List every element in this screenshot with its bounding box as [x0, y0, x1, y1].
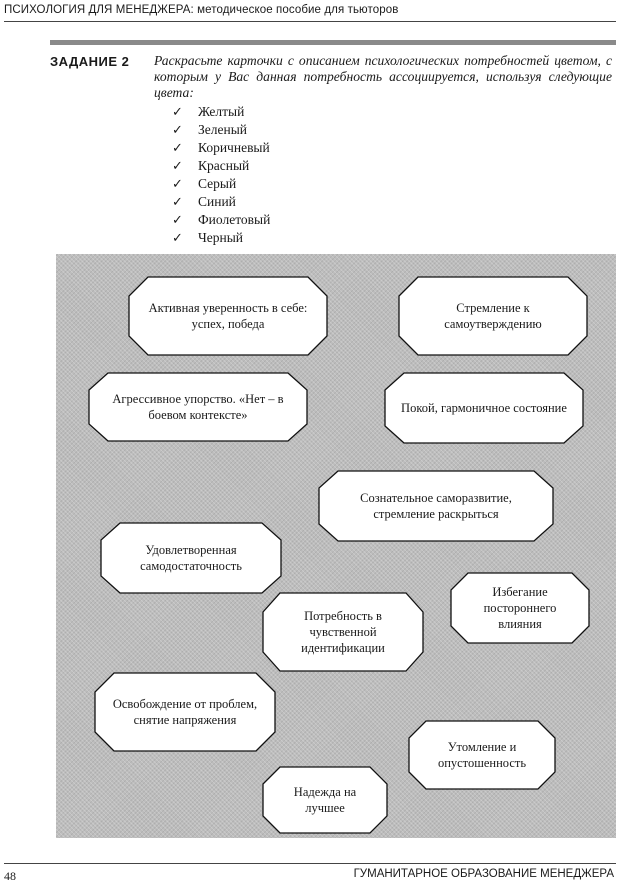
card-text: Удовлетворенная самодостаточность: [140, 543, 242, 573]
card-liberation[interactable]: [94, 672, 276, 752]
task-separator-bar: [50, 40, 616, 45]
color-list: [172, 103, 270, 247]
header-divider: [4, 21, 616, 22]
checkmark-icon: ✓: [172, 140, 183, 155]
color-list-item: [172, 211, 270, 229]
task-instructions: Раскрасьте карточки с описанием психологических потребностей цветом, с которым у Вас данная потребность ассоциируется, используя следующие цвета:: [154, 53, 612, 100]
color-name: Синий: [198, 194, 236, 209]
color-name: Коричневый: [198, 140, 270, 155]
card-aggressive-persistence[interactable]: [88, 372, 308, 442]
footer-divider: [4, 863, 616, 864]
color-name: Красный: [198, 158, 250, 173]
card-fatigue[interactable]: [408, 720, 556, 790]
card-sensory-identification[interactable]: [262, 592, 424, 672]
color-name: Зеленый: [198, 122, 248, 137]
color-name: Желтый: [198, 104, 245, 119]
card-text: Освобождение от проблем, снятие напряжения: [112, 697, 258, 727]
card-text: Агрессивное упорство. «Нет – в боевом контексте»: [112, 392, 284, 422]
card-text: Потребность в чувственной идентификации: [301, 609, 385, 655]
task-label: ЗАДАНИЕ 2: [50, 54, 130, 69]
card-text: Сознательное саморазвитие, стремление раскрыться: [360, 491, 512, 521]
card-active-confidence[interactable]: [128, 276, 328, 356]
checkmark-icon: ✓: [172, 104, 183, 119]
color-list-item: [172, 193, 270, 211]
color-name: Черный: [198, 230, 244, 245]
color-list-item: [172, 229, 270, 247]
card-text: Покой, гармоничное состояние: [401, 401, 567, 415]
color-list-item: [172, 103, 270, 121]
running-footer: ГУМАНИТАРНОЕ ОБРАЗОВАНИЕ МЕНЕДЖЕРА: [353, 868, 614, 880]
checkmark-icon: ✓: [172, 176, 183, 191]
color-list-item: [172, 175, 270, 193]
card-avoid-influence[interactable]: [450, 572, 590, 644]
card-text: Утомление и опустошенность: [437, 740, 527, 770]
card-hope[interactable]: [262, 766, 388, 834]
card-text: Избегание постороннего влияния: [483, 585, 557, 631]
color-name: Серый: [198, 176, 237, 191]
card-self-development[interactable]: [318, 470, 554, 542]
running-header: ПСИХОЛОГИЯ ДЛЯ МЕНЕДЖЕРА: методическое пособие для тьюторов: [4, 4, 399, 16]
card-text: Надежда на лучшее: [293, 785, 357, 815]
card-text: Стремление к самоутверждению: [444, 301, 542, 331]
page-number: 48: [4, 869, 16, 883]
color-list-item: [172, 157, 270, 175]
cards-panel: [56, 254, 616, 838]
card-calm[interactable]: [384, 372, 584, 444]
checkmark-icon: ✓: [172, 122, 183, 137]
color-list-item: [172, 121, 270, 139]
card-self-sufficiency[interactable]: [100, 522, 282, 594]
checkmark-icon: ✓: [172, 194, 183, 209]
checkmark-icon: ✓: [172, 158, 183, 173]
card-self-assertion[interactable]: [398, 276, 588, 356]
card-text: Активная уверенность в себе: успех, победа: [148, 301, 308, 331]
color-list-item: [172, 139, 270, 157]
checkmark-icon: ✓: [172, 212, 183, 227]
color-name: Фиолетовый: [198, 212, 271, 227]
checkmark-icon: ✓: [172, 230, 183, 245]
